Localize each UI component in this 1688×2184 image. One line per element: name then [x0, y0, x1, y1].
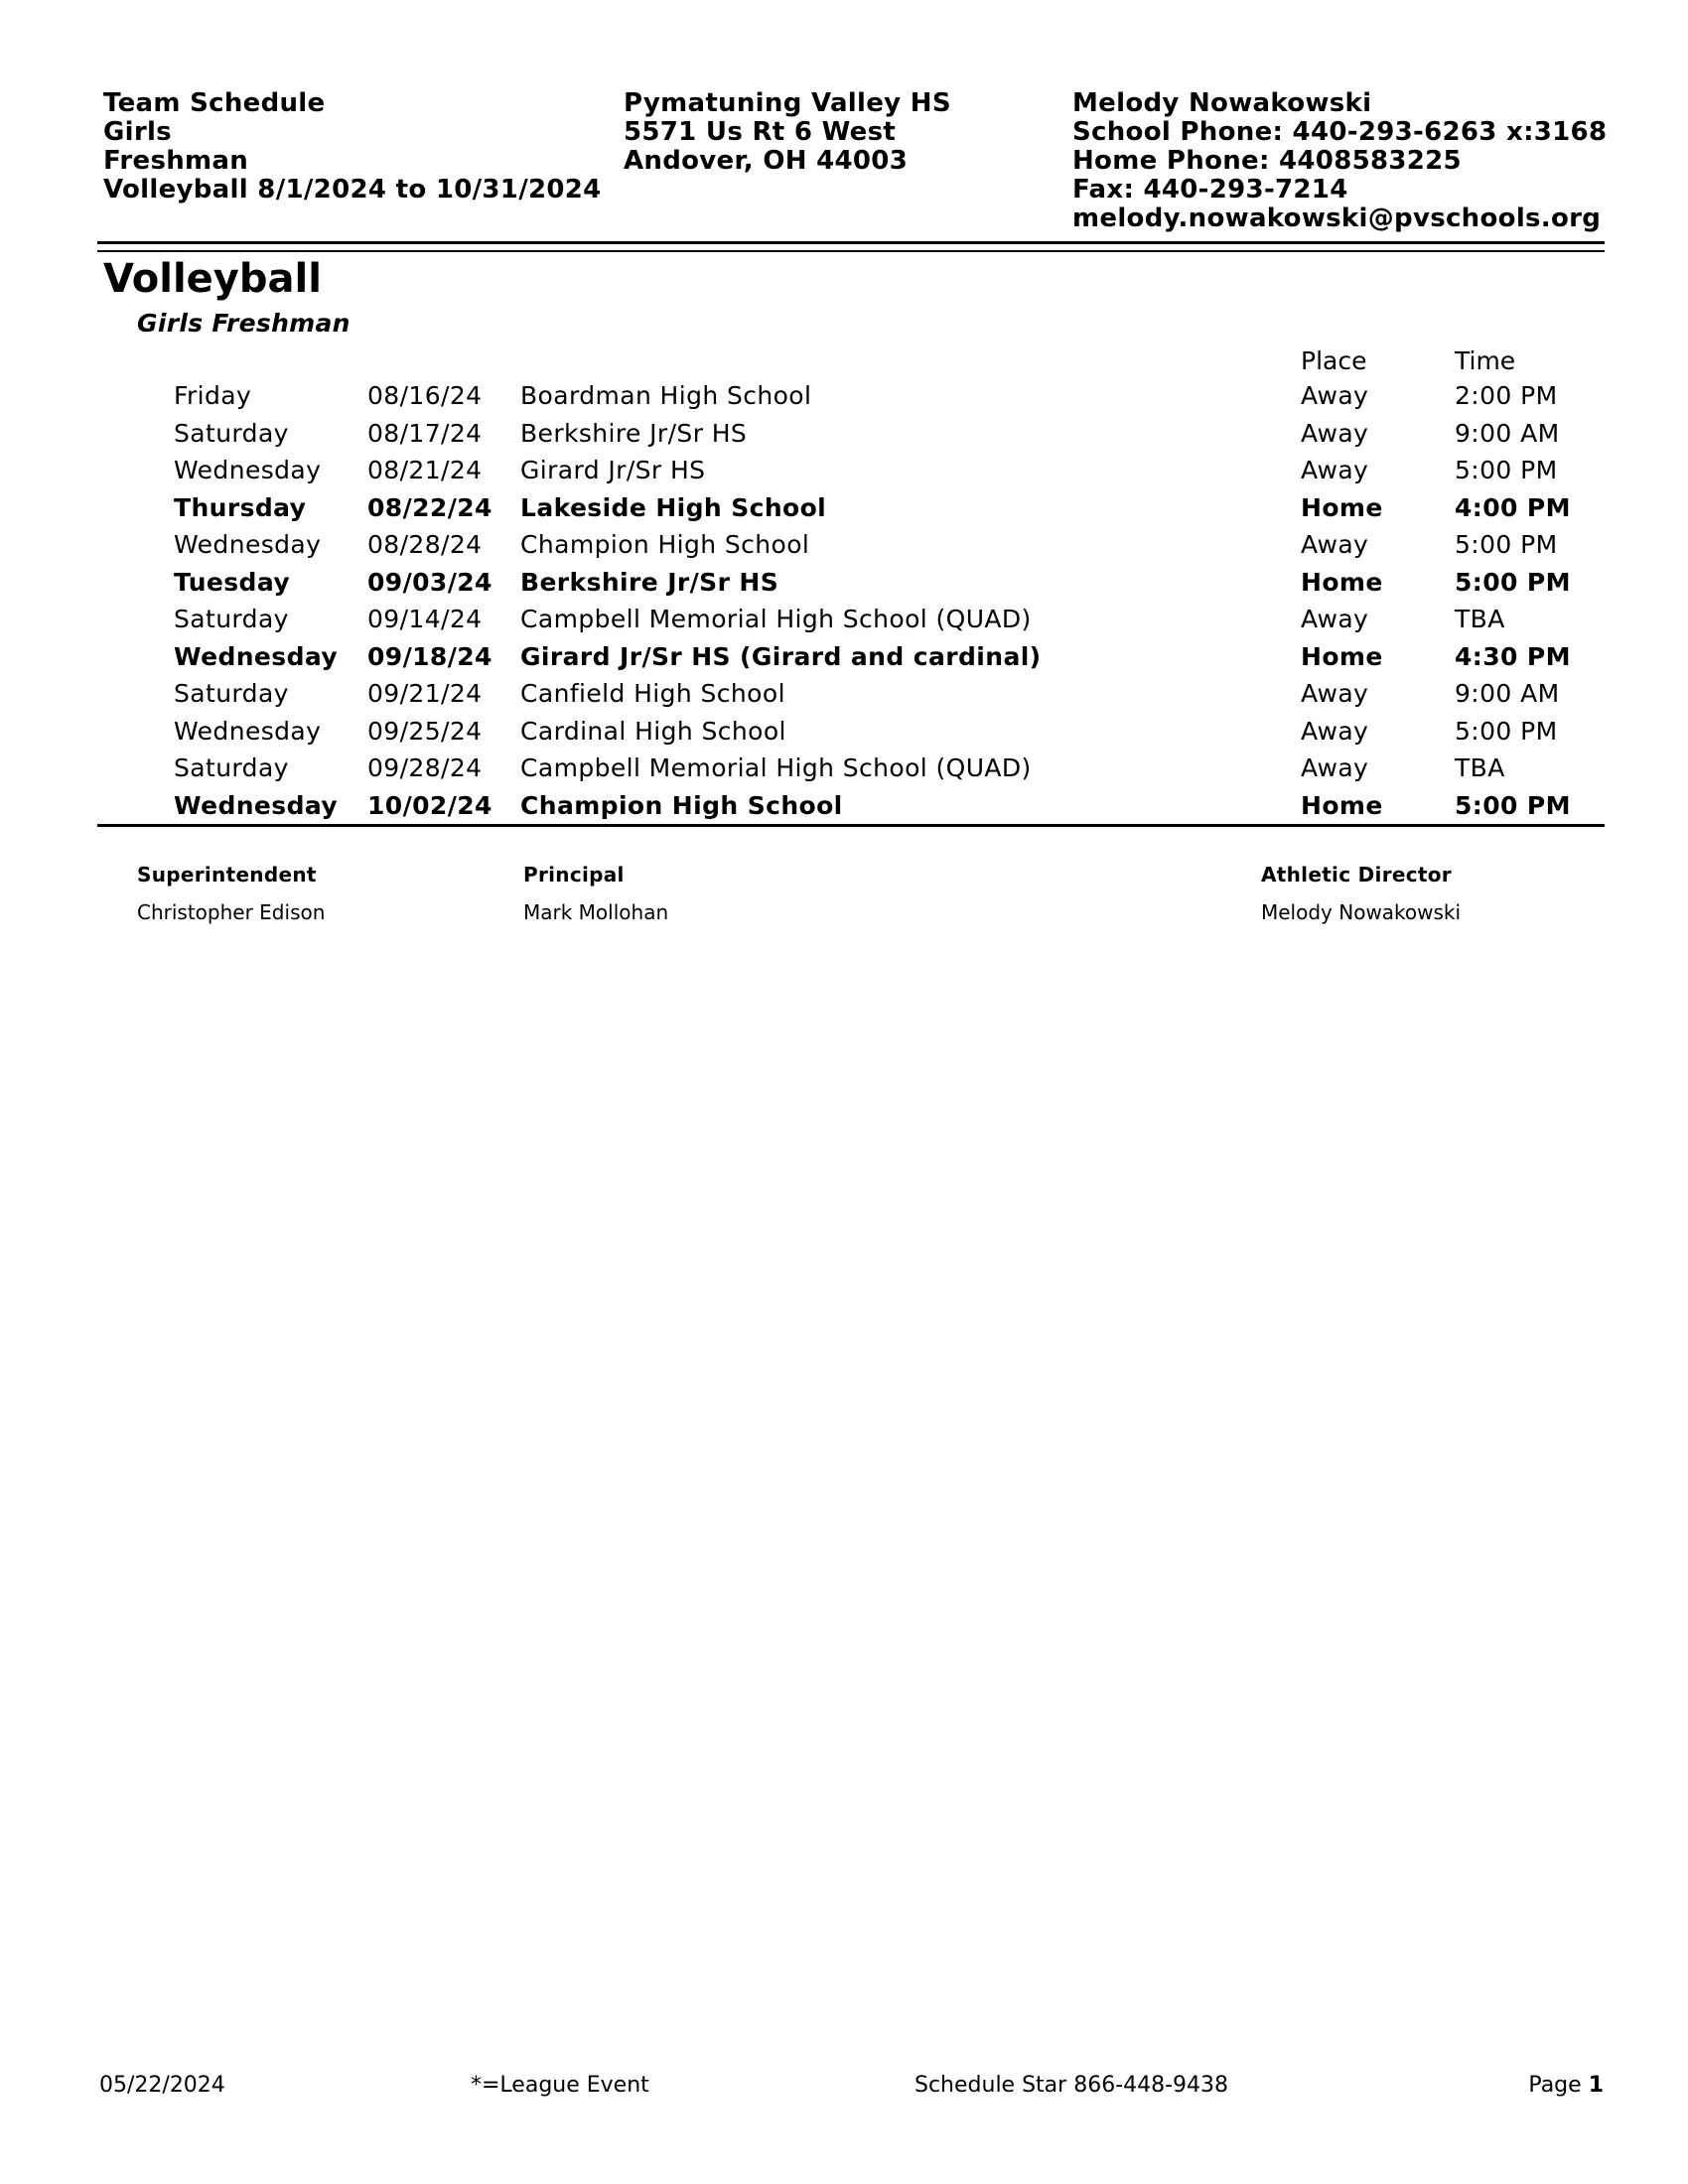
game-date: 10/02/24 — [367, 790, 492, 820]
game-time: TBA — [1455, 605, 1505, 633]
schedule-row — [0, 753, 1688, 791]
game-day: Wednesday — [174, 641, 339, 671]
superintendent-name: Christopher Edison — [137, 900, 326, 924]
game-date: 08/17/24 — [367, 418, 483, 448]
schedule-row — [0, 381, 1688, 419]
schedule-row — [0, 605, 1688, 642]
schedule-table — [0, 381, 1688, 828]
game-place: Home — [1301, 492, 1383, 522]
schedule-row — [0, 419, 1688, 457]
schedule-row — [0, 642, 1688, 680]
game-opponent: Girard Jr/Sr HS — [520, 456, 706, 484]
game-time: 4:30 PM — [1455, 641, 1571, 671]
game-place: Away — [1301, 605, 1369, 633]
level-title: Girls Freshman — [137, 309, 351, 338]
game-time: 4:00 PM — [1455, 492, 1571, 522]
game-place: Away — [1301, 530, 1369, 559]
header-divider — [97, 241, 1605, 244]
game-place: Away — [1301, 753, 1369, 782]
superintendent-title: Superintendent — [137, 863, 317, 887]
principal-title: Principal — [523, 863, 625, 887]
column-header-place: Place — [1301, 346, 1367, 375]
game-date: 09/25/24 — [367, 716, 483, 746]
game-opponent: Champion High School — [520, 790, 843, 820]
game-day: Saturday — [174, 753, 289, 782]
header-contact-line: Fax: 440-293-7214 — [1072, 175, 1348, 205]
schedule-row — [0, 717, 1688, 754]
game-time: 9:00 AM — [1455, 418, 1560, 448]
game-time: 5:00 PM — [1455, 716, 1558, 746]
footer-league-note: *=League Event — [471, 2073, 649, 2098]
game-day: Thursday — [174, 492, 307, 522]
game-date: 09/14/24 — [367, 605, 483, 633]
game-time: 5:00 PM — [1455, 790, 1571, 820]
game-day: Saturday — [174, 679, 289, 708]
athletic-director-title: Athletic Director — [1261, 863, 1452, 887]
game-date: 09/03/24 — [367, 567, 492, 597]
schedule-row — [0, 493, 1688, 531]
game-time: 9:00 AM — [1455, 679, 1560, 708]
game-opponent: Girard Jr/Sr HS (Girard and cardinal) — [520, 641, 1042, 671]
game-date: 08/28/24 — [367, 530, 483, 559]
game-time: 5:00 PM — [1455, 530, 1558, 559]
game-opponent: Champion High School — [520, 530, 810, 559]
game-place: Away — [1301, 679, 1369, 708]
header-contact-email: melody.nowakowski@pvschools.org — [1072, 204, 1602, 233]
footer-date: 05/22/2024 — [99, 2073, 225, 2098]
game-opponent: Campbell Memorial High School (QUAD) — [520, 605, 1032, 633]
athletic-director-name: Melody Nowakowski — [1261, 900, 1462, 924]
schedule-row — [0, 456, 1688, 493]
header-team-line: Girls — [103, 117, 172, 147]
game-date: 08/16/24 — [367, 381, 483, 410]
header-contact-info — [1072, 89, 1607, 233]
header-contact-line: Melody Nowakowski — [1072, 88, 1372, 118]
header-school-line: 5571 Us Rt 6 West — [624, 117, 897, 147]
header-school-line: Andover, OH 44003 — [624, 146, 909, 176]
column-header-time: Time — [1455, 346, 1516, 375]
game-day: Wednesday — [174, 530, 322, 559]
game-time: 5:00 PM — [1455, 567, 1571, 597]
game-opponent: Berkshire Jr/Sr HS — [520, 418, 748, 448]
header-school-line: Pymatuning Valley HS — [624, 88, 951, 118]
header-team-info — [103, 89, 602, 205]
header-team-line: Volleyball 8/1/2024 to 10/31/2024 — [103, 175, 602, 205]
game-place: Away — [1301, 456, 1369, 484]
game-date: 08/22/24 — [367, 492, 492, 522]
sport-title: Volleyball — [103, 256, 322, 302]
game-date: 09/18/24 — [367, 641, 492, 671]
schedule-row — [0, 791, 1688, 829]
schedule-row — [0, 679, 1688, 717]
schedule-row — [0, 530, 1688, 568]
game-day: Wednesday — [174, 790, 339, 820]
header-contact-line: Home Phone: 4408583225 — [1072, 146, 1462, 176]
game-opponent: Campbell Memorial High School (QUAD) — [520, 753, 1032, 782]
header-team-line: Team Schedule — [103, 88, 326, 118]
game-opponent: Cardinal High School — [520, 716, 786, 746]
game-opponent: Lakeside High School — [520, 492, 827, 522]
game-day: Saturday — [174, 418, 289, 448]
game-time: 2:00 PM — [1455, 381, 1558, 410]
game-opponent: Boardman High School — [520, 381, 812, 410]
game-day: Tuesday — [174, 567, 291, 597]
schedule-row — [0, 568, 1688, 606]
game-place: Home — [1301, 641, 1383, 671]
schedule-divider — [97, 824, 1605, 827]
header-school-address — [624, 89, 951, 176]
game-day: Wednesday — [174, 716, 322, 746]
header-contact-line: School Phone: 440-293-6263 x:3168 — [1072, 117, 1608, 147]
footer-page-label: Page — [1528, 2073, 1582, 2098]
game-place: Away — [1301, 418, 1369, 448]
game-date: 09/21/24 — [367, 679, 483, 708]
game-place: Home — [1301, 567, 1383, 597]
game-date: 09/28/24 — [367, 753, 483, 782]
footer-schedule-star: Schedule Star 866-448-9438 — [914, 2073, 1229, 2098]
header-divider — [97, 250, 1605, 252]
game-time: 5:00 PM — [1455, 456, 1558, 484]
game-place: Home — [1301, 790, 1383, 820]
game-day: Friday — [174, 381, 252, 410]
game-opponent: Berkshire Jr/Sr HS — [520, 567, 779, 597]
game-date: 08/21/24 — [367, 456, 483, 484]
game-opponent: Canfield High School — [520, 679, 785, 708]
game-time: TBA — [1455, 753, 1505, 782]
game-day: Saturday — [174, 605, 289, 633]
footer-page-number — [1528, 2073, 1604, 2098]
game-place: Away — [1301, 381, 1369, 410]
game-place: Away — [1301, 716, 1369, 746]
header-team-line: Freshman — [103, 146, 249, 176]
game-day: Wednesday — [174, 456, 322, 484]
principal-name: Mark Mollohan — [523, 900, 669, 924]
footer-page-value: 1 — [1588, 2073, 1604, 2098]
